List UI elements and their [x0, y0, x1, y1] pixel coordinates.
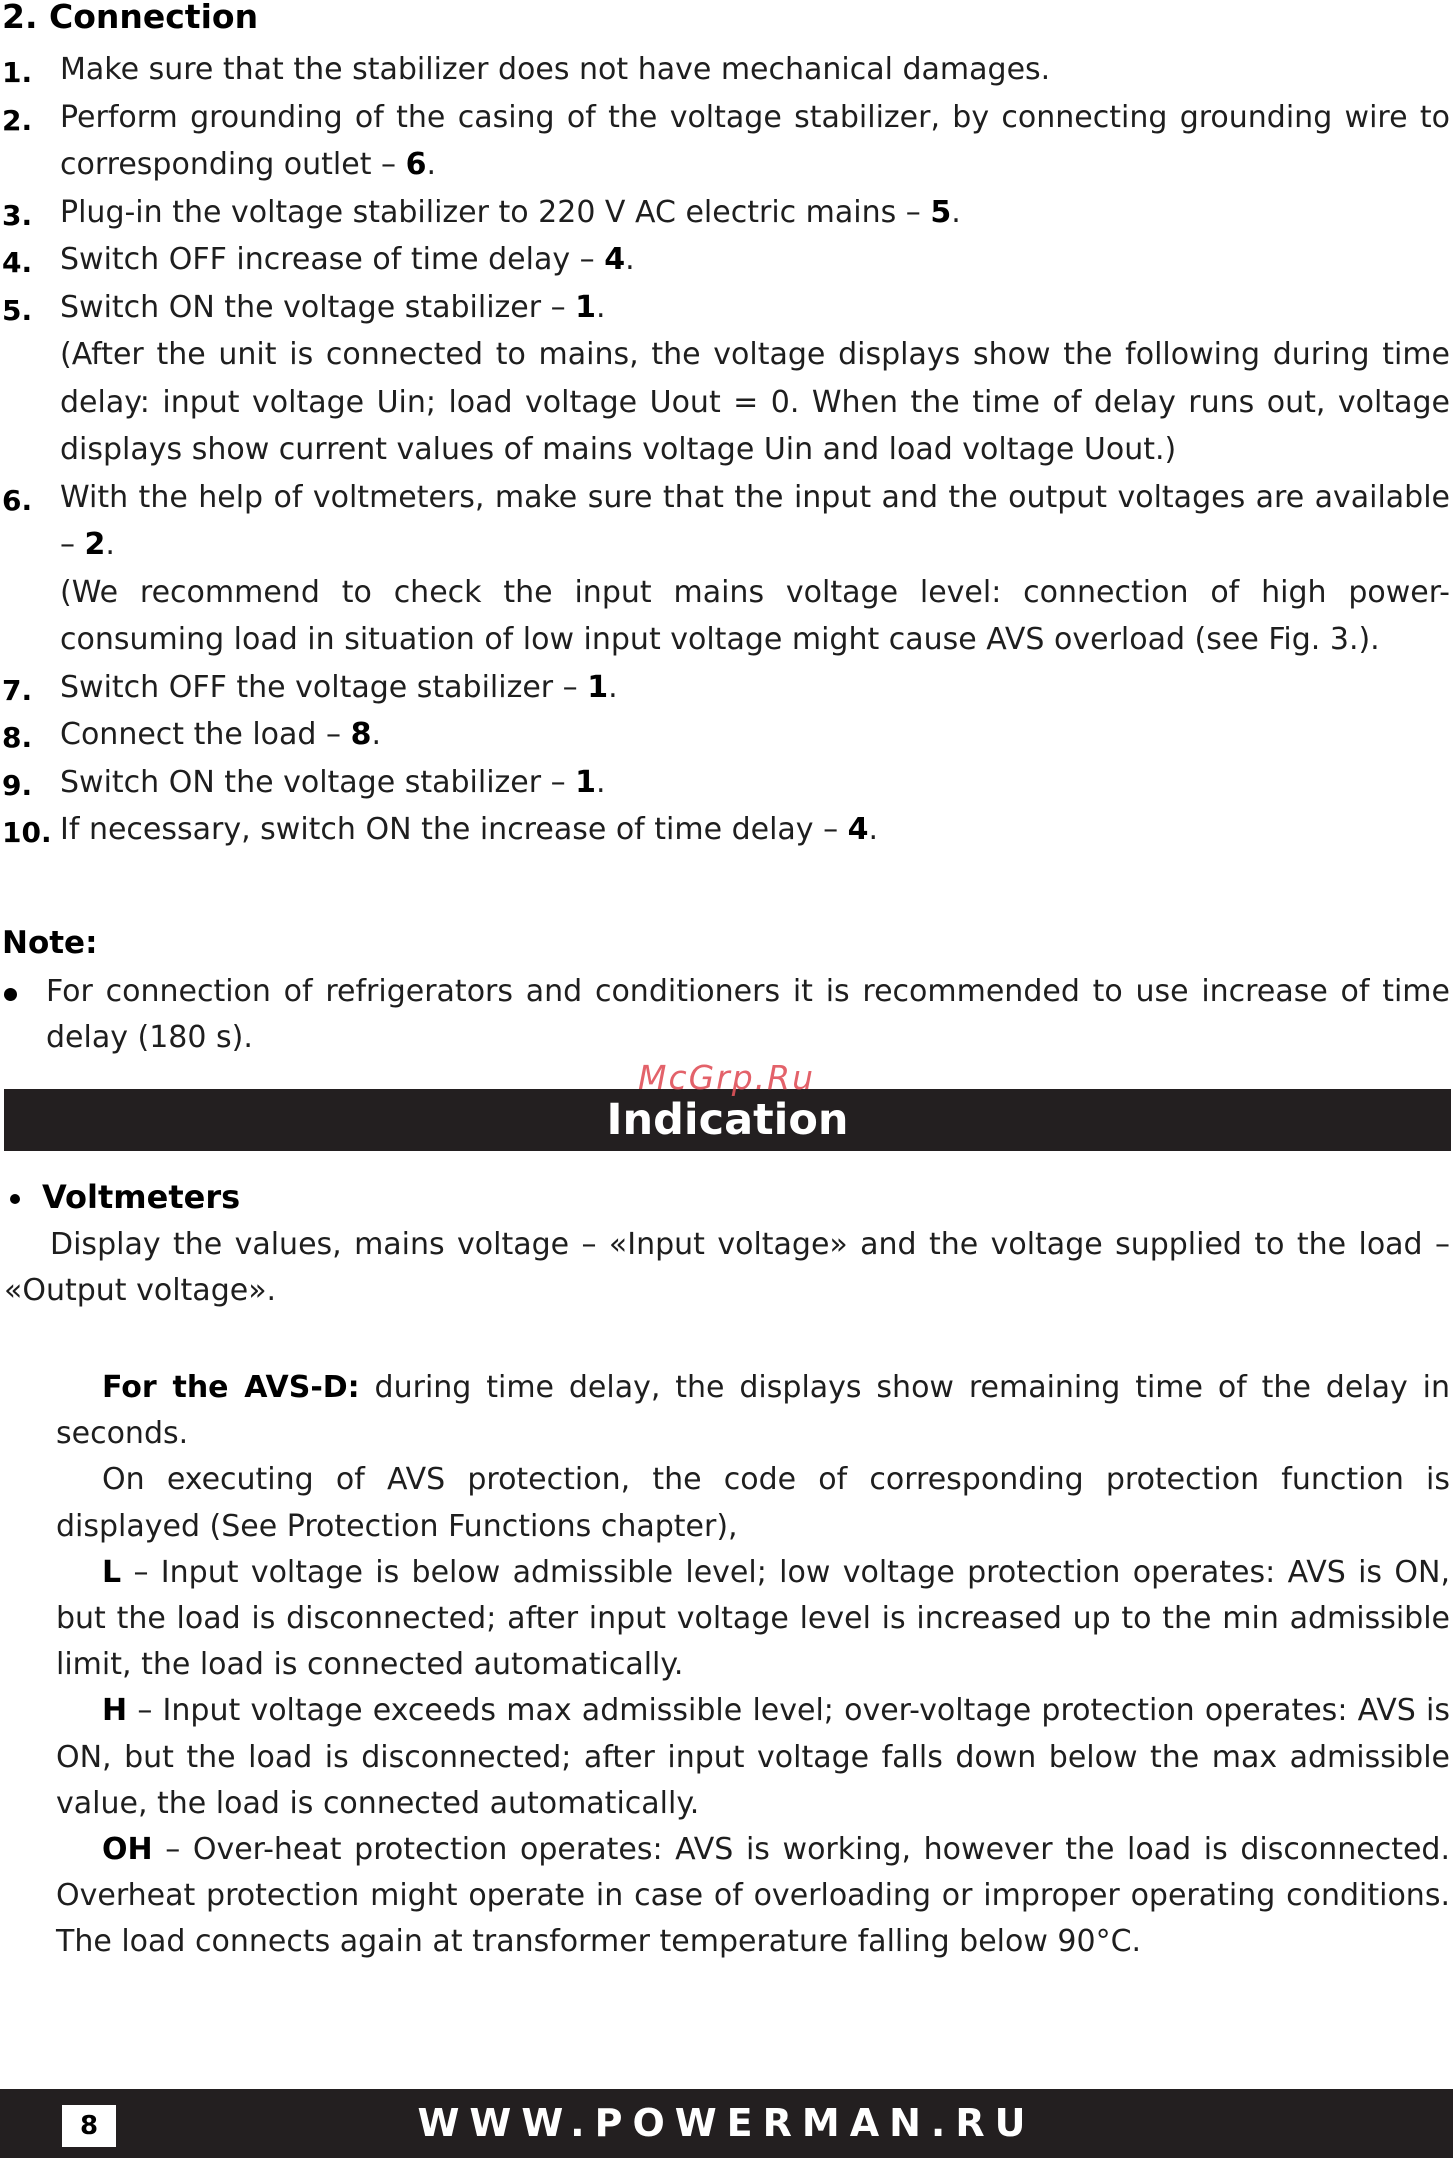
step-end: . — [426, 147, 436, 182]
connection-step-3 — [0, 189, 1450, 237]
protection-paragraph: On executing of AVS protection, the code of corresponding protection function is displayed (See Protection Functions chapter), — [56, 1462, 1450, 1544]
note-text: For connection of refrigerators and conditioners it is recommended to use increase of time delay (180 s). — [46, 974, 1450, 1055]
step-end: . — [625, 242, 635, 277]
code-h-paragraph — [56, 1688, 1450, 1827]
step-ref: 5 — [930, 194, 952, 230]
step-text: Switch OFF the voltage stabilizer – — [60, 669, 578, 705]
step-number: 3. — [2, 198, 33, 232]
code-l-text: – Input voltage is below admissible level; low voltage protection operates: AVS is ON, but the load is disconnected; after input voltage level is increased up to the min admissible limit, the load is connected automatically. — [56, 1554, 1450, 1683]
step-end: . — [596, 289, 606, 325]
step-ref: 6 — [405, 147, 427, 182]
step-number: 4. — [2, 246, 33, 279]
step-subnote: (We recommend to check the input mains voltage level: connection of high power-consuming load in situation of low input voltage might cause AVS overload (see Fig. 3.). — [60, 574, 1450, 657]
step-text: Switch ON the voltage stabilizer – — [60, 289, 566, 325]
connection-step-5 — [0, 284, 1450, 474]
step-number: 7. — [2, 673, 33, 707]
code-oh-key: OH — [102, 1832, 153, 1868]
step-text: Connect the load – — [60, 717, 342, 752]
step-ref: 1 — [575, 764, 597, 800]
step-text: With the help of voltmeters, make sure that the input and the output voltages are available – — [60, 479, 1450, 562]
website-link[interactable]: WWW.POWERMAN.RU — [417, 2101, 1036, 2145]
code-h-text: – Input voltage exceeds max admissible level; over-voltage protection operates: AVS is ON, but the load is disconnected; after input voltage falls down below the max admissible value, the load is connected automatically. — [56, 1693, 1450, 1821]
section-heading-connection: 2. Connection — [2, 0, 259, 36]
code-l-paragraph — [56, 1550, 1450, 1689]
step-number: 8. — [2, 721, 33, 754]
step-number: 10. — [2, 816, 52, 849]
connection-step-6 — [0, 474, 1450, 664]
step-end: . — [105, 527, 115, 562]
code-oh-paragraph — [56, 1827, 1450, 1966]
avsd-paragraph — [56, 1365, 1450, 1457]
step-end: . — [596, 764, 606, 800]
step-end: . — [371, 717, 381, 752]
avsd-key: For the AVS-D: — [102, 1370, 360, 1405]
step-ref: 2 — [84, 527, 106, 562]
step-end: . — [868, 812, 879, 847]
bullet-icon — [10, 1194, 20, 1204]
code-oh-text: – Over-heat protection operates: AVS is working, however the load is disconnected. Overheat protection might operate in case of overloading or improper operating conditions. The load connects again at transformer temperature falling below 90°C. — [56, 1832, 1450, 1960]
step-text: Switch ON the voltage stabilizer – — [60, 764, 566, 800]
step-ref: 1 — [587, 669, 609, 705]
step-text: Perform grounding of the casing of the voltage stabilizer, by connecting grounding wire to corresponding outlet – — [60, 99, 1450, 182]
step-number: 9. — [2, 768, 33, 802]
step-ref: 4 — [604, 242, 626, 277]
connection-step-2 — [0, 94, 1450, 189]
bullet-icon — [4, 988, 17, 1001]
step-number: 5. — [2, 293, 33, 327]
note-title: Note: — [2, 925, 98, 961]
watermark: McGrp.Ru — [637, 1058, 816, 1097]
step-text: Plug-in the voltage stabilizer to 220 V AC electric mains – — [60, 194, 921, 230]
step-ref: 4 — [847, 812, 869, 847]
page-number: 8 — [62, 2105, 116, 2147]
code-h-key: H — [102, 1693, 128, 1729]
step-end: . — [608, 669, 618, 705]
step-ref: 8 — [350, 717, 372, 752]
step-text: Make sure that the stabilizer does not have mechanical damages. — [60, 52, 1051, 87]
step-number: 2. — [2, 103, 33, 137]
step-text: If necessary, switch ON the increase of time delay – — [60, 812, 839, 847]
code-l-key: L — [102, 1554, 122, 1590]
voltmeters-heading — [10, 1178, 240, 1216]
voltmeters-description: Display the values, mains voltage – «Input voltage» and the voltage supplied to the load – «Output voltage». — [4, 1227, 1450, 1308]
voltmeters-title: Voltmeters — [42, 1178, 241, 1216]
connection-step-10 — [0, 806, 1450, 854]
step-subnote: (After the unit is connected to mains, the voltage displays show the following during time delay: input voltage Uin; load voltage Uout = 0. When the time of delay runs out, voltage displays show current values of mains voltage Uin and load voltage Uout.) — [60, 337, 1450, 467]
step-ref: 1 — [575, 289, 597, 325]
banner-title: Indication — [606, 1095, 849, 1145]
connection-step-8 — [0, 711, 1450, 759]
connection-step-1 — [0, 46, 1450, 94]
note-item — [0, 969, 1450, 1061]
step-text: Switch OFF increase of time delay – — [60, 242, 595, 277]
connection-step-9 — [0, 759, 1450, 807]
connection-step-4 — [0, 236, 1450, 284]
indication-details — [56, 1365, 1450, 1966]
connection-steps-list — [0, 46, 1450, 854]
connection-step-7 — [0, 664, 1450, 712]
avsd-text: during time delay, the displays show remaining time of the delay in seconds. — [56, 1370, 1450, 1452]
step-number: 1. — [2, 56, 33, 89]
section-banner-indication — [4, 1089, 1451, 1151]
step-end: . — [951, 194, 961, 230]
step-number: 6. — [2, 483, 33, 517]
